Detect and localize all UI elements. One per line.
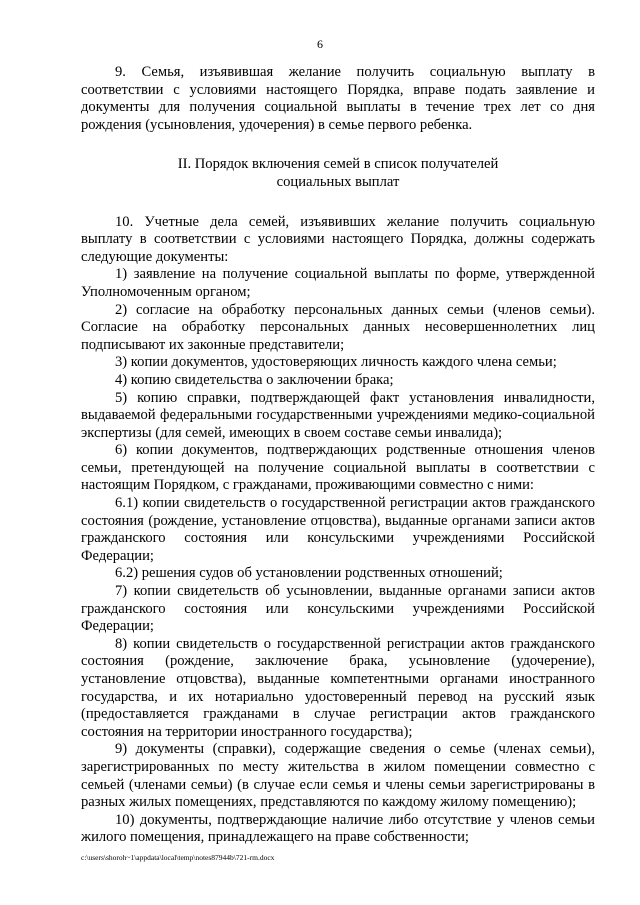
paragraph-9: 9. Семья, изъявившая желание получить социальную выплату в соответствии с условиями настоящего Порядка, вправе подать заявление и документы для получения социальной выплаты в течение трех лет со дня рождения (усыновления, удочерения) в семье первого ребенка.: [81, 64, 595, 133]
page-number: 6: [317, 37, 323, 51]
list-item-3: 3) копии документов, удостоверяющих личность каждого члена семьи;: [115, 354, 557, 371]
list-item-8: 8) копии свидетельств о государственной регистрации актов гражданского состояния (рождение, заключение брака, усыновление (удочерение), установление отцовства), выданные компетентными органами иностранного государства, и их нотариально удостоверенный перевод на русский язык (предоставляется гражданами в случае регистрации актов гражданского состояния на территории иностранного государства);: [81, 635, 595, 740]
list-item-6-2: 6.2) решения судов об установлении родственных отношений;: [115, 565, 503, 582]
section-heading-line-2: социальных выплат: [276, 173, 400, 190]
list-item-7: 7) копии свидетельств об усыновлении, выданные органами записи актов гражданского состояния или консульскими учреждениями Российской Федерации;: [81, 583, 595, 635]
list-item-2: 2) согласие на обработку персональных данных семьи (членов семьи). Согласие на обработку персональных данных несовершеннолетних лиц подписывают их законные представители;: [81, 301, 595, 353]
section-heading: [81, 156, 595, 191]
file-path-footer: c:\users\shoroh~1\appdata\local\temp\notes87944b\721-rm.docx: [81, 853, 275, 862]
document-body: [81, 64, 595, 847]
list-item-1: 1) заявление на получение социальной выплаты по форме, утвержденной Уполномоченным органом;: [81, 266, 595, 300]
list-item-6: 6) копии документов, подтверждающих родственные отношения членов семьи, претендующей на получение социальной выплаты в соответствии с настоящим Порядком, с гражданами, проживающими совместно с ними:: [81, 442, 595, 494]
list-item-9: 9) документы (справки), содержащие сведения о семье (членах семьи), зарегистрированных по месту жительства в жилом помещении совместно с семьей (членами семьи) (в случае если семья и члены семьи зарегистрированы в разных жилых помещениях, представляются по каждому жилому помещению);: [81, 741, 595, 811]
list-item-10: 10) документы, подтверждающие наличие либо отсутствие у членов семьи жилого помещения, принадлежащего на праве собственности;: [81, 811, 595, 846]
paragraph-10: 10. Учетные дела семей, изъявивших желание получить социальную выплату в соответствии с условиями настоящего Порядка, должны содержать следующие документы:: [81, 213, 595, 265]
list-item-4: 4) копию свидетельства о заключении брака;: [115, 371, 394, 388]
section-heading-line-1: II. Порядок включения семей в список получателей: [177, 156, 499, 173]
list-item-5: 5) копию справки, подтверждающей факт установления инвалидности, выдаваемой федеральными государственными учреждениями медико-социальной экспертизы (для семей, имеющих в своем составе семьи инвалида);: [81, 389, 595, 441]
list-item-6-1: 6.1) копии свидетельств о государственной регистрации актов гражданского состояния (рождение, установление отцовства), выданные органами записи актов гражданского состояния или консульскими учреждениями Российской Федерации;: [81, 495, 595, 564]
